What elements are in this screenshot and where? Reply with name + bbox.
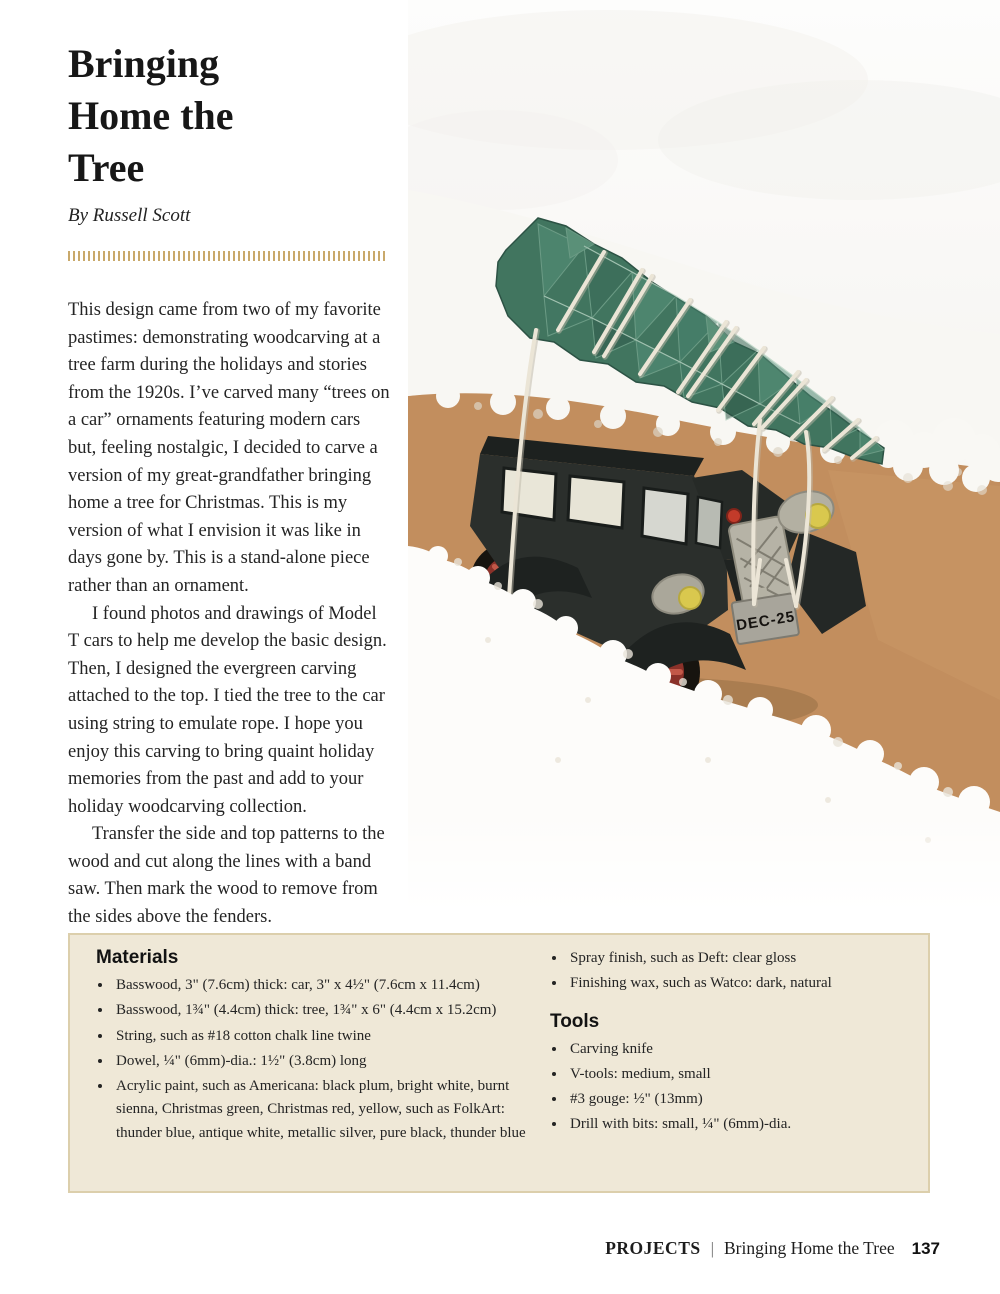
material-item: • Dowel, ¼" (6mm)-dia.: 1½" (3.8cm) long xyxy=(113,1050,528,1073)
title-line-3: Tree xyxy=(68,145,145,190)
page-title xyxy=(68,38,390,194)
tools-list xyxy=(550,1038,902,1137)
materials-heading: Materials xyxy=(96,947,179,968)
materials-list xyxy=(96,974,528,1145)
tool-item: • Carving knife xyxy=(567,1038,902,1061)
title-line-2: Home the xyxy=(68,93,234,138)
tool-item: • Drill with bits: small, ¼" (6mm)-dia. xyxy=(567,1113,902,1136)
material-item: • Acrylic paint, such as Americana: black plum, bright white, burnt sienna, Christmas green, Christmas red, yellow, such as FolkArt: thunder blue, antique white, metallic silver, pure black, thunder blue xyxy=(113,1075,528,1145)
project-photo-illustration xyxy=(408,0,1000,930)
page-footer xyxy=(605,1238,940,1259)
decorative-tick-rule xyxy=(68,251,386,261)
material-item: • Spray finish, such as Deft: clear gloss xyxy=(567,947,902,970)
material-item: • Finishing wax, such as Watco: dark, natural xyxy=(567,972,902,995)
footer-separator: | xyxy=(710,1239,714,1258)
license-plate-text: DEC-25 xyxy=(735,608,797,635)
body-paragraph: I found photos and drawings of Model T cars to help me develop the basic design. Then, I designed the evergreen carving attached to the top. I tied the tree to the car using string to emulate rope. I hope you enjoy this carving to bring quaint holiday memories from the past and add to your holiday woodcarving collection. xyxy=(68,603,387,817)
red-lamp xyxy=(727,509,741,523)
tools-column xyxy=(550,947,902,1182)
body-paragraph: Transfer the side and top patterns to the wood and cut along the lines with a band saw. Then mark the wood to remove from the sides above the fenders. xyxy=(68,824,385,928)
material-item: • String, such as #18 cotton chalk line twine xyxy=(113,1025,528,1048)
materials-tools-box xyxy=(68,933,930,1193)
footer-section-label: PROJECTS xyxy=(605,1238,701,1258)
footer-article-title: Bringing Home the Tree xyxy=(724,1238,895,1258)
title-line-1: Bringing xyxy=(68,41,220,86)
byline: By Russell Scott xyxy=(68,205,191,226)
materials-column xyxy=(96,947,528,1182)
article-body xyxy=(68,297,390,932)
tool-item: • V-tools: medium, small xyxy=(567,1063,902,1086)
page-number: 137 xyxy=(911,1239,940,1258)
tool-item: • #3 gouge: ½" (13mm) xyxy=(567,1088,902,1111)
material-item: • Basswood, 1¾" (4.4cm) thick: tree, 1¾" x 6" (4.4cm x 15.2cm) xyxy=(113,999,528,1022)
project-photo xyxy=(408,0,1000,930)
article-column xyxy=(68,38,390,932)
body-paragraph: This design came from two of my favorite pastimes: demonstrating woodcarving at a tree farm during the holidays and stories from the 1920s. I’ve carved many “trees on a car” ornaments featuring modern cars but, feeling nostalgic, I decided to carve a version of my great-grandfather bringing home a tree for Christmas. This is my version of what I envision it was like in days gone by. This is a stand-alone piece rather than an ornament. xyxy=(68,300,390,596)
material-item: • Basswood, 3" (7.6cm) thick: car, 3" x 4½" (7.6cm x 11.4cm) xyxy=(113,974,528,997)
materials-list-right xyxy=(550,947,902,996)
tools-heading: Tools xyxy=(550,1010,600,1032)
